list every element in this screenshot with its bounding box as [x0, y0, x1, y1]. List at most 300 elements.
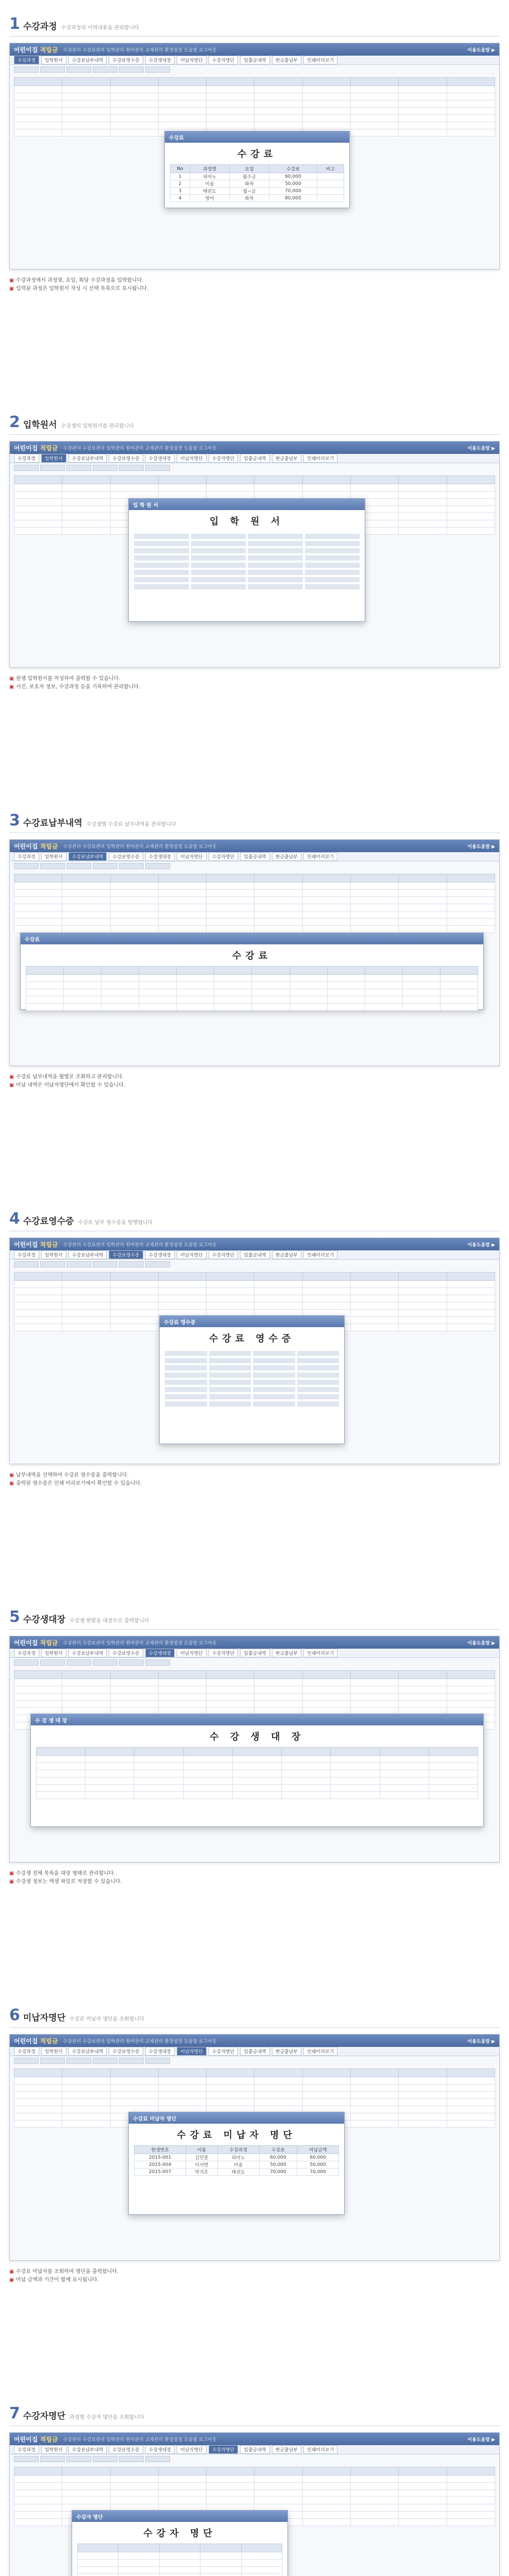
grid-row[interactable]	[14, 2077, 495, 2084]
grid-row[interactable]	[14, 1679, 495, 1686]
form-field[interactable]	[253, 1372, 295, 1378]
grid-row[interactable]	[14, 1288, 495, 1295]
form-field[interactable]	[253, 1380, 295, 1385]
grid-row[interactable]	[14, 1671, 495, 1679]
grid-cell	[14, 2106, 62, 2113]
tab-9[interactable]: 현금출납부	[272, 1649, 301, 1657]
tab-7[interactable]: 수강자명단	[209, 1250, 238, 1259]
toolbar-button[interactable]	[93, 465, 117, 471]
form-field[interactable]	[209, 1394, 251, 1399]
form-field[interactable]	[253, 1365, 295, 1370]
form-field[interactable]	[209, 1358, 251, 1363]
grid-cell	[399, 2519, 447, 2526]
grid-row[interactable]	[26, 982, 478, 989]
tab-5[interactable]: 수강생대장	[145, 2047, 175, 2056]
tab-6[interactable]: 미납자명단	[177, 454, 206, 463]
form-field[interactable]	[165, 1401, 207, 1406]
grid-cell	[302, 2467, 350, 2476]
tab-6[interactable]: 미납자명단	[177, 1649, 206, 1657]
form-field[interactable]	[297, 1380, 340, 1385]
form-field[interactable]	[297, 1358, 340, 1363]
form-field[interactable]	[209, 1372, 251, 1378]
tab-4[interactable]: 수강료영수증	[109, 2445, 143, 2454]
grid-cell	[207, 1288, 254, 1295]
tab-2[interactable]: 입학원서	[41, 2047, 66, 2056]
toolbar-button[interactable]	[40, 2058, 65, 2064]
grid-row[interactable]	[14, 2084, 495, 2092]
form-field[interactable]	[305, 548, 360, 553]
form-field[interactable]	[248, 570, 303, 575]
tab-4[interactable]: 수강료영수증	[109, 56, 143, 64]
tab-4[interactable]: 수강료영수증	[109, 852, 143, 861]
toolbar-button[interactable]	[93, 2058, 117, 2064]
form-field[interactable]	[165, 1380, 207, 1385]
toolbar-button[interactable]	[14, 66, 39, 73]
tab-8[interactable]: 입출금내역	[240, 1649, 269, 1657]
grid-row[interactable]	[14, 874, 495, 883]
popup-title-bar	[129, 499, 365, 510]
form-field[interactable]	[165, 1394, 207, 1399]
grid-row[interactable]	[37, 1785, 478, 1792]
grid-cell	[110, 2084, 158, 2092]
tab-2[interactable]: 입학원서	[41, 1649, 66, 1657]
grid-row[interactable]	[14, 1273, 495, 1281]
form-field[interactable]	[134, 570, 189, 575]
form-field[interactable]	[248, 584, 303, 589]
grid-cell	[399, 919, 447, 926]
grid-cell	[351, 2106, 399, 2113]
grid-row[interactable]	[14, 1693, 495, 1701]
form-field[interactable]	[248, 541, 303, 546]
grid-cell	[302, 1295, 350, 1302]
table-row[interactable]	[134, 2168, 339, 2176]
grid-cell	[399, 492, 447, 499]
toolbar-button[interactable]	[119, 1261, 144, 1267]
grid-row[interactable]	[78, 2560, 282, 2567]
tab-4[interactable]: 수강료영수증	[109, 2047, 143, 2056]
toolbar-button[interactable]	[119, 465, 144, 471]
tab-6[interactable]: 미납자명단	[177, 1250, 206, 1259]
tab-5[interactable]: 수강생대장	[145, 852, 175, 861]
form-field[interactable]	[253, 1387, 295, 1392]
tab-2[interactable]: 입학원서	[41, 454, 66, 463]
grid-cell	[351, 2490, 399, 2497]
grid-cell	[254, 2467, 302, 2476]
toolbar-button[interactable]	[145, 2456, 170, 2462]
toolbar-button[interactable]	[66, 1261, 91, 1267]
toolbar-button[interactable]	[145, 1261, 170, 1267]
form-field[interactable]	[134, 577, 189, 582]
tab-8[interactable]: 입출금내역	[240, 454, 269, 463]
tab-4[interactable]: 수강료영수증	[109, 1250, 143, 1259]
toolbar-button[interactable]	[93, 1261, 117, 1267]
form-field[interactable]	[165, 1351, 207, 1356]
tab-10[interactable]: 인쇄미리보기	[303, 1250, 337, 1259]
toolbar-button[interactable]	[14, 1659, 39, 1666]
tab-5[interactable]: 수강생대장	[145, 56, 175, 64]
toolbar-button[interactable]	[119, 2058, 144, 2064]
tab-3[interactable]: 수강료납부내역	[69, 454, 107, 463]
grid-row[interactable]	[78, 2574, 282, 2576]
grid-row[interactable]	[14, 2497, 495, 2504]
form-field[interactable]	[191, 577, 246, 582]
tab-7[interactable]: 수강자명단	[209, 454, 238, 463]
tab-7[interactable]: 수강자명단	[209, 852, 238, 861]
tab-9[interactable]: 현금출납부	[272, 56, 301, 64]
grid-cell	[14, 2504, 62, 2512]
grid-row[interactable]	[14, 1701, 495, 1708]
form-field[interactable]	[134, 541, 189, 546]
form-field[interactable]	[191, 548, 246, 553]
toolbar-button[interactable]	[66, 66, 91, 73]
grid-cell	[110, 2483, 158, 2490]
help-link[interactable]: 이용도움말 ▶	[467, 1640, 495, 1646]
toolbar-button[interactable]	[40, 2456, 65, 2462]
grid-row[interactable]	[14, 108, 495, 115]
tab-2[interactable]: 입학원서	[41, 1250, 66, 1259]
form-field[interactable]	[305, 584, 360, 589]
toolbar-button[interactable]	[119, 66, 144, 73]
tab-3[interactable]: 수강료납부내역	[69, 2047, 107, 2056]
tab-3[interactable]: 수강료납부내역	[69, 56, 107, 64]
grid-row[interactable]	[37, 1763, 478, 1770]
tab-1[interactable]: 수강과정	[14, 2047, 39, 2056]
grid-row[interactable]	[14, 1281, 495, 1288]
help-link[interactable]: 이용도움말 ▶	[467, 844, 495, 850]
toolbar-button[interactable]	[14, 863, 39, 869]
form-field[interactable]	[165, 1365, 207, 1370]
grid-row[interactable]	[37, 1777, 478, 1785]
form-field[interactable]	[248, 548, 303, 553]
form-field[interactable]	[191, 570, 246, 575]
toolbar-button[interactable]	[145, 465, 170, 471]
grid-row[interactable]	[14, 484, 495, 492]
table-row[interactable]	[134, 2154, 339, 2161]
toolbar-button[interactable]	[145, 863, 170, 869]
tab-3[interactable]: 수강료납부내역	[69, 2445, 107, 2454]
tab-2[interactable]: 입학원서	[41, 2445, 66, 2454]
form-field[interactable]	[209, 1365, 251, 1370]
form-field[interactable]	[305, 563, 360, 568]
grid-row[interactable]	[14, 2483, 495, 2490]
tab-8[interactable]: 입출금내역	[240, 2445, 269, 2454]
grid-cell	[207, 1295, 254, 1302]
grid-cell	[62, 122, 110, 129]
grid-row[interactable]	[14, 2490, 495, 2497]
form-field[interactable]	[253, 1401, 295, 1406]
help-link[interactable]: 이용도움말 ▶	[467, 2039, 495, 2044]
grid-row[interactable]	[14, 2092, 495, 2099]
grid-row[interactable]	[14, 476, 495, 484]
form-field[interactable]	[134, 584, 189, 589]
form-field[interactable]	[191, 584, 246, 589]
grid-cell	[402, 982, 440, 989]
help-link[interactable]: 이용도움말 ▶	[467, 47, 495, 53]
form-field[interactable]	[134, 534, 189, 539]
grid-cell	[254, 890, 302, 897]
form-field[interactable]	[297, 1351, 340, 1356]
toolbar-button[interactable]	[40, 66, 65, 73]
table-row[interactable]	[171, 173, 344, 180]
table-row[interactable]	[171, 188, 344, 195]
grid-row[interactable]	[26, 996, 478, 1004]
form-field[interactable]	[165, 1358, 207, 1363]
tab-9[interactable]: 현금출납부	[272, 454, 301, 463]
grid-row[interactable]	[14, 93, 495, 100]
grid-row[interactable]	[14, 1295, 495, 1302]
toolbar-button[interactable]	[40, 1261, 65, 1267]
form-field[interactable]	[248, 563, 303, 568]
grid-row[interactable]	[14, 897, 495, 904]
grid-cell	[62, 499, 110, 506]
tab-1[interactable]: 수강과정	[14, 852, 39, 861]
grid-row[interactable]	[14, 492, 495, 499]
form-field[interactable]	[209, 1387, 251, 1392]
grid-cell	[365, 975, 402, 982]
tab-8[interactable]: 입출금내역	[240, 56, 269, 64]
tab-5[interactable]: 수강생대장	[145, 1649, 175, 1657]
tab-8[interactable]: 입출금내역	[240, 852, 269, 861]
tab-8[interactable]: 입출금내역	[240, 2047, 269, 2056]
grid-row[interactable]	[26, 975, 478, 982]
tab-1[interactable]: 수강과정	[14, 56, 39, 64]
table-row[interactable]	[171, 180, 344, 188]
form-field[interactable]	[305, 534, 360, 539]
tab-9[interactable]: 현금출납부	[272, 2445, 301, 2454]
form-field[interactable]	[297, 1365, 340, 1370]
form-field[interactable]	[297, 1401, 340, 1406]
toolbar-button[interactable]	[40, 1659, 65, 1666]
tab-7[interactable]: 수강자명단	[209, 56, 238, 64]
tab-10[interactable]: 인쇄미리보기	[303, 2047, 337, 2056]
grid-row[interactable]	[37, 1770, 478, 1777]
top-menu[interactable]: 수강관리 수강료관리 입학관리 원비관리 교재관리 환경설정 도움말 로그아웃	[63, 47, 217, 53]
form-field[interactable]	[253, 1351, 295, 1356]
tab-1[interactable]: 수강과정	[14, 1250, 39, 1259]
grid-row[interactable]	[14, 115, 495, 122]
toolbar-button[interactable]	[14, 465, 39, 471]
toolbar-button[interactable]	[40, 465, 65, 471]
toolbar-button[interactable]	[93, 2456, 117, 2462]
toolbar-button[interactable]	[93, 66, 117, 73]
tab-10[interactable]: 인쇄미리보기	[303, 56, 337, 64]
form-field[interactable]	[165, 1387, 207, 1392]
command-toolbar	[10, 65, 499, 74]
top-menu[interactable]: 수강관리 수강료관리 입학관리 원비관리 교재관리 환경설정 도움말 로그아웃	[63, 2039, 217, 2044]
grid-row[interactable]	[26, 1004, 478, 1011]
tab-7[interactable]: 수강자명단	[209, 1649, 238, 1657]
tab-7[interactable]: 수강자명단	[209, 2047, 238, 2056]
form-field[interactable]	[134, 563, 189, 568]
tab-2[interactable]: 입학원서	[41, 56, 66, 64]
grid-row[interactable]	[78, 2552, 282, 2560]
grid-cell	[399, 2467, 447, 2476]
grid-row[interactable]	[14, 919, 495, 926]
grid-cell	[158, 926, 206, 933]
grid-row[interactable]	[14, 86, 495, 93]
toolbar-button[interactable]	[119, 863, 144, 869]
form-field[interactable]	[248, 534, 303, 539]
grid-row[interactable]	[14, 2467, 495, 2476]
help-link[interactable]: 이용도움말 ▶	[467, 2437, 495, 2443]
grid-cell	[447, 506, 495, 513]
form-field[interactable]	[253, 1394, 295, 1399]
grid-row[interactable]	[14, 2476, 495, 2483]
table-cell: 80,000	[269, 195, 317, 202]
grid-row[interactable]	[26, 967, 478, 975]
tab-4[interactable]: 수강료영수증	[109, 454, 143, 463]
logo-accent: 적립금	[40, 1639, 58, 1647]
section-header	[9, 1208, 500, 1227]
form-field[interactable]	[209, 1401, 251, 1406]
form-field[interactable]	[305, 577, 360, 582]
caption-text: 수강료 납부내역을 월별로 조회하고 관리합니다.	[15, 1074, 124, 1080]
tab-1[interactable]: 수강과정	[14, 2445, 39, 2454]
top-menu[interactable]: 수강관리 수강료관리 입학관리 원비관리 교재관리 환경설정 도움말 로그아웃	[63, 1242, 217, 1248]
grid-row[interactable]	[14, 2099, 495, 2106]
grid-row[interactable]	[26, 989, 478, 996]
grid-cell	[62, 919, 110, 926]
form-field[interactable]	[191, 541, 246, 546]
tab-9[interactable]: 현금출납부	[272, 2047, 301, 2056]
toolbar-button[interactable]	[66, 2058, 91, 2064]
grid-cell	[14, 1686, 62, 1693]
form-field[interactable]	[297, 1387, 340, 1392]
form-field[interactable]	[248, 577, 303, 582]
toolbar-button[interactable]	[66, 2456, 91, 2462]
tab-6[interactable]: 미납자명단	[177, 2047, 206, 2056]
form-field[interactable]	[191, 563, 246, 568]
toolbar-button[interactable]	[14, 2058, 39, 2064]
grid-cell	[14, 911, 62, 919]
toolbar-button[interactable]	[66, 465, 91, 471]
grid-cell	[447, 2504, 495, 2512]
grid-row[interactable]	[14, 883, 495, 890]
divider	[9, 36, 500, 37]
tab-3[interactable]: 수강료납부내역	[69, 1250, 107, 1259]
tab-10[interactable]: 인쇄미리보기	[303, 454, 337, 463]
grid-row[interactable]	[14, 904, 495, 911]
grid-cell	[62, 2092, 110, 2099]
form-field[interactable]	[209, 1351, 251, 1356]
grid-row[interactable]	[14, 122, 495, 129]
grid-cell	[14, 883, 62, 890]
grid-cell	[254, 904, 302, 911]
grid-row[interactable]	[37, 1756, 478, 1763]
tab-7[interactable]: 수강자명단	[209, 2445, 238, 2454]
top-menu[interactable]: 수강관리 수강료관리 입학관리 원비관리 교재관리 환경설정 도움말 로그아웃	[63, 1640, 217, 1646]
form-field[interactable]	[253, 1358, 295, 1363]
toolbar-button[interactable]	[40, 863, 65, 869]
tab-3[interactable]: 수강료납부내역	[69, 1649, 107, 1657]
form-field[interactable]	[305, 541, 360, 546]
top-menu[interactable]: 수강관리 수강료관리 입학관리 원비관리 교재관리 환경설정 도움말 로그아웃	[63, 446, 217, 451]
toolbar-button[interactable]	[119, 1659, 144, 1666]
toolbar-button[interactable]	[93, 1659, 117, 1666]
tab-10[interactable]: 인쇄미리보기	[303, 1649, 337, 1657]
form-field[interactable]	[209, 1380, 251, 1385]
table-row[interactable]	[134, 2161, 339, 2168]
grid-row[interactable]	[14, 911, 495, 919]
form-field[interactable]	[248, 555, 303, 561]
grid-cell	[158, 897, 206, 904]
tab-1[interactable]: 수강과정	[14, 1649, 39, 1657]
grid-cell	[254, 115, 302, 122]
toolbar-button[interactable]	[93, 863, 117, 869]
tab-5[interactable]: 수강생대장	[145, 2445, 175, 2454]
grid-row[interactable]	[78, 2544, 282, 2552]
grid-cell	[232, 1770, 281, 1777]
toolbar-button[interactable]	[66, 1659, 91, 1666]
tab-6[interactable]: 미납자명단	[177, 2445, 206, 2454]
grid-cell	[447, 2467, 495, 2476]
popup-window	[72, 2510, 288, 2576]
grid-row[interactable]	[37, 1792, 478, 1799]
form-field[interactable]	[191, 555, 246, 561]
form-field[interactable]	[297, 1372, 340, 1378]
table-row[interactable]	[171, 195, 344, 202]
grid-row[interactable]	[14, 1302, 495, 1310]
form-field[interactable]	[191, 534, 246, 539]
tab-8[interactable]: 입출금내역	[240, 1250, 269, 1259]
form-field[interactable]	[134, 555, 189, 561]
top-menu[interactable]: 수강관리 수강료관리 입학관리 원비관리 교재관리 환경설정 도움말 로그아웃	[63, 2437, 217, 2443]
grid-row[interactable]	[14, 1686, 495, 1693]
toolbar-button[interactable]	[119, 2456, 144, 2462]
data-grid	[36, 1747, 478, 1799]
tab-4[interactable]: 수강료영수증	[109, 1649, 143, 1657]
tab-6[interactable]: 미납자명단	[177, 56, 206, 64]
grid-cell	[351, 1273, 399, 1281]
grid-row[interactable]	[14, 78, 495, 86]
form-field[interactable]	[305, 570, 360, 575]
tab-10[interactable]: 인쇄미리보기	[303, 852, 337, 861]
grid-row[interactable]	[14, 926, 495, 933]
form-field[interactable]	[297, 1394, 340, 1399]
toolbar-button[interactable]	[145, 66, 170, 73]
bullet-icon: ▣	[9, 278, 16, 283]
toolbar-button[interactable]	[14, 2456, 39, 2462]
grid-row[interactable]	[14, 890, 495, 897]
tab-5[interactable]: 수강생대장	[145, 1250, 175, 1259]
tab-6[interactable]: 미납자명단	[177, 852, 206, 861]
tab-5[interactable]: 수강생대장	[145, 454, 175, 463]
grid-row[interactable]	[37, 1748, 478, 1756]
grid-row[interactable]	[14, 2069, 495, 2077]
top-menu[interactable]: 수강관리 수강료관리 입학관리 원비관리 교재관리 환경설정 도움말 로그아웃	[63, 844, 217, 850]
grid-row[interactable]	[78, 2567, 282, 2574]
tab-9[interactable]: 현금출납부	[272, 852, 301, 861]
app-window	[9, 43, 500, 269]
grid-row[interactable]	[14, 100, 495, 108]
tab-1[interactable]: 수강과정	[14, 454, 39, 463]
tab-3[interactable]: 수강료납부내역	[69, 852, 107, 861]
form-field[interactable]	[134, 548, 189, 553]
grid-cell	[62, 897, 110, 904]
toolbar-button[interactable]	[14, 1261, 39, 1267]
tab-2[interactable]: 입학원서	[41, 852, 66, 861]
toolbar-button[interactable]	[145, 1659, 170, 1666]
popup-title-bar	[129, 2112, 344, 2124]
form-field[interactable]	[165, 1372, 207, 1378]
help-link[interactable]: 이용도움말 ▶	[467, 446, 495, 451]
tab-10[interactable]: 인쇄미리보기	[303, 2445, 337, 2454]
form-field[interactable]	[305, 555, 360, 561]
tab-9[interactable]: 현금출납부	[272, 1250, 301, 1259]
help-link[interactable]: 이용도움말 ▶	[467, 1242, 495, 1248]
toolbar-button[interactable]	[66, 863, 91, 869]
toolbar-button[interactable]	[145, 2058, 170, 2064]
